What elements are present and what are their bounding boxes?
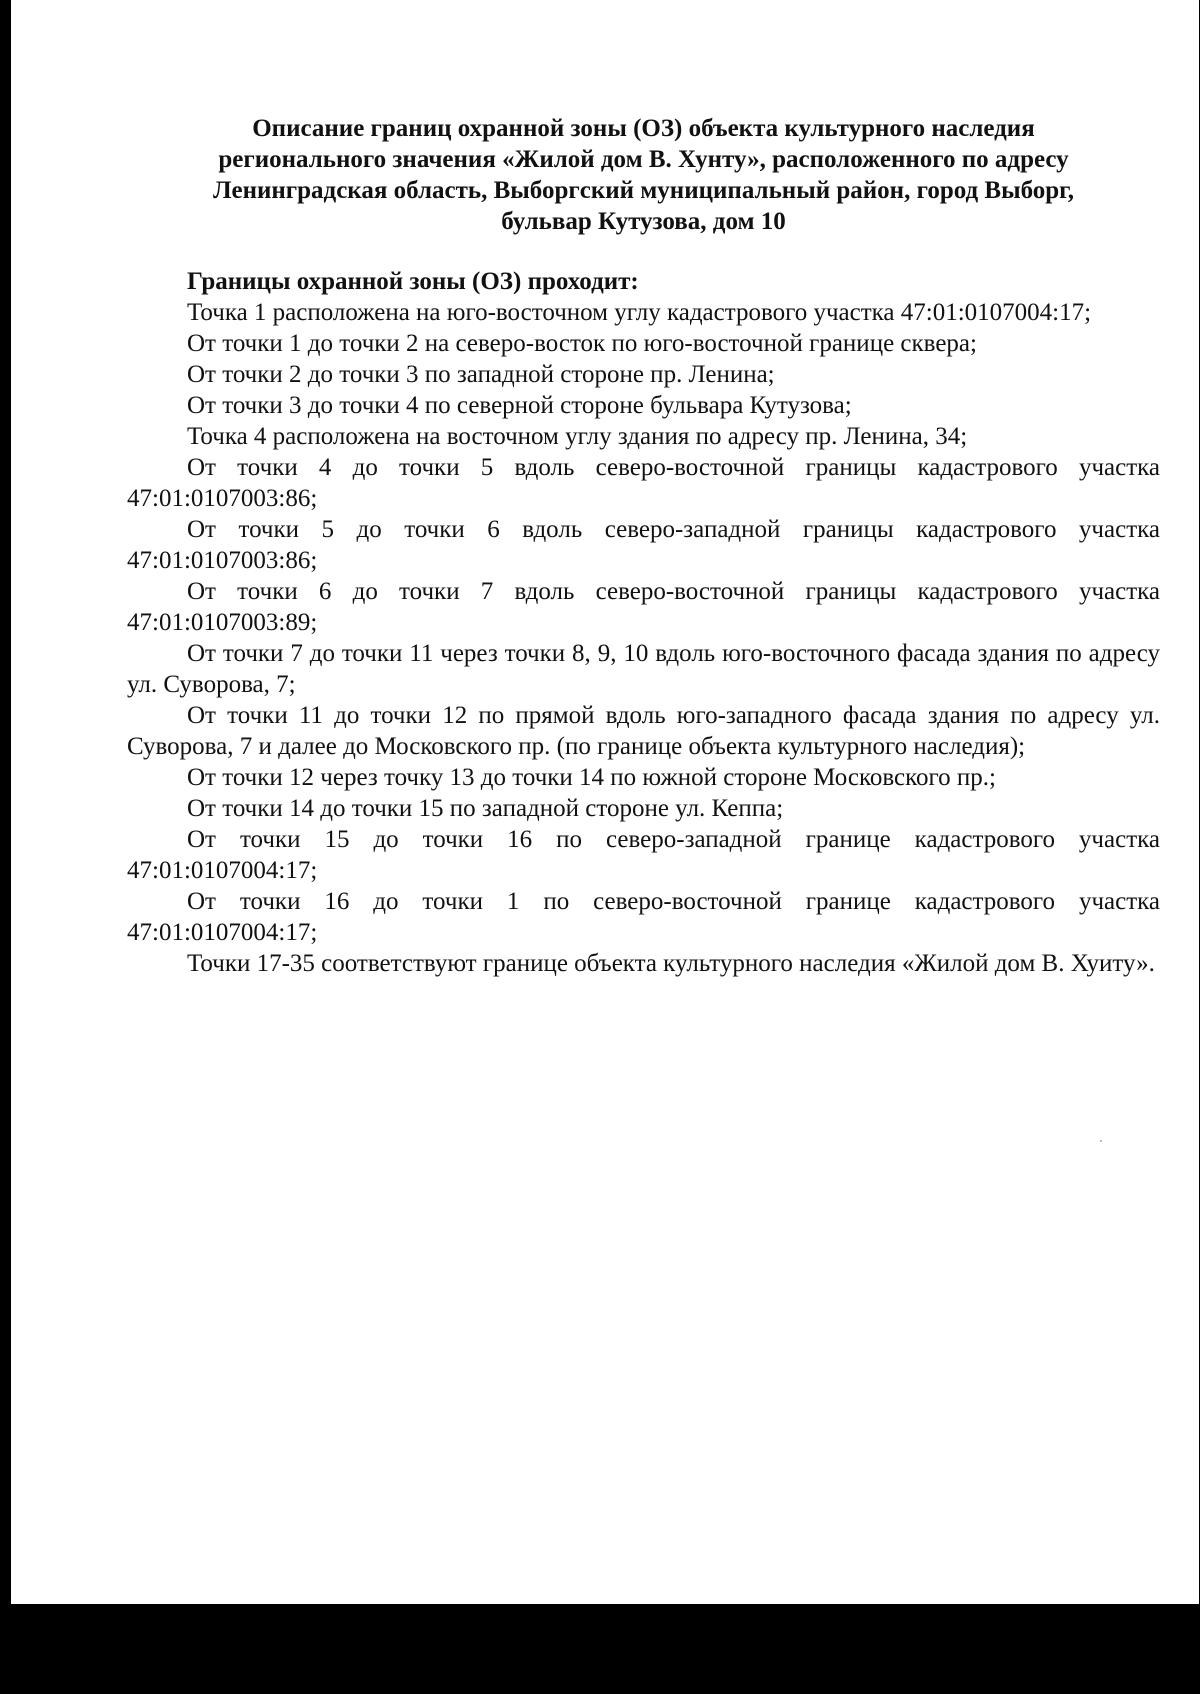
boundary-paragraph: От точки 4 до точки 5 вдоль северо-восточной границы кадастрового участка 47:01:0107003:86; bbox=[127, 454, 1160, 512]
document-title bbox=[127, 113, 1160, 237]
document-page bbox=[127, 113, 1160, 979]
boundary-paragraph: Точка 4 расположена на восточном углу здания по адресу пр. Ленина, 34; bbox=[187, 423, 968, 450]
scan-border-left bbox=[0, 0, 11, 1694]
title-line: бульвар Кутузова, дом 10 bbox=[501, 208, 786, 235]
boundary-paragraph: Точки 17-35 соответствуют границе объекта культурного наследия «Жилой дом В. Хуиту». bbox=[187, 950, 1155, 977]
boundary-paragraph: От точки 12 через точку 13 до точки 14 по южной стороне Московского пр.; bbox=[187, 764, 996, 791]
title-line: Ленинградская область, Выборгский муниципальный район, город Выборг, bbox=[213, 177, 1074, 204]
boundary-paragraph: От точки 6 до точки 7 вдоль северо-восточной границы кадастрового участка 47:01:0107003:89; bbox=[127, 578, 1160, 636]
scan-border-bottom bbox=[0, 1604, 1200, 1694]
boundary-paragraph: От точки 16 до точки 1 по северо-восточной границе кадастрового участка 47:01:0107004:17; bbox=[127, 888, 1160, 946]
boundary-paragraph: От точки 7 до точки 11 через точки 8, 9, 10 вдоль юго-восточного фасада здания по адресу ул. Суворова, 7; bbox=[127, 640, 1160, 698]
boundary-paragraph: Точка 1 расположена на юго-восточном углу кадастрового участка 47:01:0107004:17; bbox=[187, 299, 1092, 326]
title-line: регионального значения «Жилой дом В. Хунту», расположенного по адресу bbox=[218, 146, 1069, 173]
boundary-paragraph: От точки 2 до точки 3 по западной стороне пр. Ленина; bbox=[187, 361, 775, 388]
boundary-paragraph: От точки 15 до точки 16 по северо-западной границе кадастрового участка 47:01:0107004:17; bbox=[127, 826, 1160, 884]
scan-speck bbox=[1100, 1140, 1102, 1142]
boundary-paragraph: От точки 11 до точки 12 по прямой вдоль юго-западного фасада здания по адресу ул. Суворова, 7 и далее до Московского пр. (по границе объекта культурного наследия); bbox=[127, 702, 1160, 760]
boundary-paragraph: От точки 1 до точки 2 на северо-восток по юго-восточной границе сквера; bbox=[187, 330, 977, 357]
boundary-description bbox=[127, 297, 1160, 979]
boundary-paragraph: От точки 3 до точки 4 по северной стороне бульвара Кутузова; bbox=[187, 392, 852, 419]
boundary-paragraph: От точки 14 до точки 15 по западной стороне ул. Кеппа; bbox=[187, 795, 784, 822]
title-line: Описание границ охранной зоны (ОЗ) объекта культурного наследия bbox=[252, 115, 1035, 142]
boundary-paragraph: От точки 5 до точки 6 вдоль северо-западной границы кадастрового участка 47:01:0107003:86; bbox=[127, 516, 1160, 574]
section-heading: Границы охранной зоны (ОЗ) проходит: bbox=[187, 268, 639, 295]
